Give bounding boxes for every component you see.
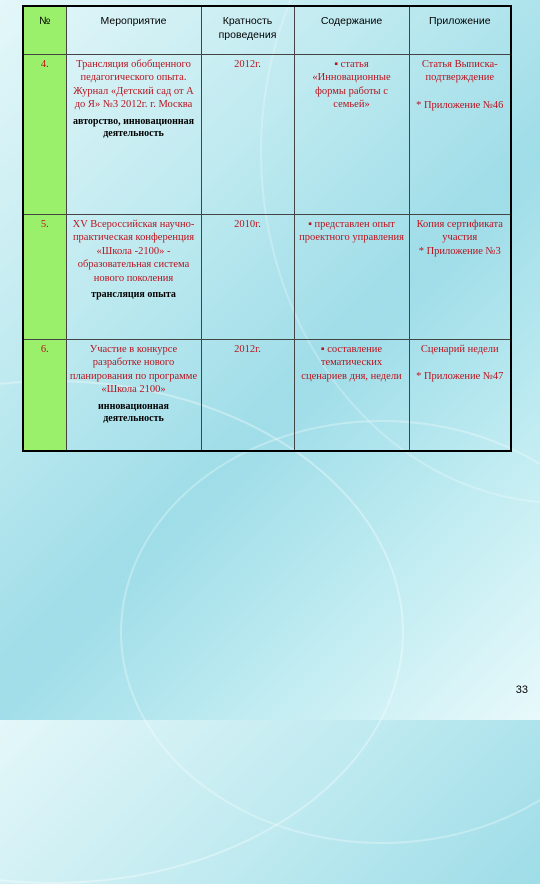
row-number: 6. — [23, 339, 66, 451]
attachment-text: Статья Выписка-подтверждение — [421, 58, 498, 83]
event-cell — [66, 339, 201, 451]
row-number: 4. — [23, 54, 66, 214]
table-row — [23, 339, 511, 451]
attachment-ref: * Приложение №46 — [416, 99, 504, 111]
content-cell: ▪ статья «Инновационные формы работы с семьей» — [294, 54, 409, 214]
table-row — [23, 54, 511, 214]
content-cell: ▪ составление тематических сценариев дня, недели — [294, 339, 409, 451]
event-text: Трансляция обобщенного педагогического опыта. Журнал «Детский сад от А до Я» №3 2012г. г. Москва — [73, 58, 194, 110]
header-frequency: Кратность проведения — [201, 6, 294, 54]
header-content: Содержание — [294, 6, 409, 54]
attachment-cell — [409, 339, 511, 451]
event-cell — [66, 54, 201, 214]
page-number: 33 — [515, 684, 528, 696]
event-text: XV Всероссийская научно-практическая конференция «Школа -2100» - образовательная система нового поколения — [72, 218, 195, 284]
attachment-ref: * Приложение №3 — [418, 245, 501, 257]
attachment-cell — [409, 54, 511, 214]
table-row — [23, 214, 511, 339]
content-cell: ▪ представлен опыт проектного управления — [294, 214, 409, 339]
attachment-text: Копия сертификата участия — [416, 218, 503, 243]
frequency-cell: 2012г. — [201, 339, 294, 451]
table-header-row — [23, 6, 511, 54]
attachment-cell — [409, 214, 511, 339]
event-tag: трансляция опыта — [91, 289, 176, 300]
header-attachment: Приложение — [409, 6, 511, 54]
activities-table — [22, 5, 512, 452]
event-tag: инновационная деятельность — [98, 400, 169, 424]
attachment-ref: * Приложение №47 — [416, 371, 504, 382]
attachment-text: Сценарий недели — [420, 343, 499, 355]
header-event: Мероприятие — [66, 6, 201, 54]
background-swirl — [0, 380, 404, 884]
event-text: Участие в конкурсе разработке нового планирования по программе «Школа 2100» — [69, 343, 198, 395]
event-tag: авторство, инновационная деятельность — [72, 115, 195, 139]
event-cell — [66, 214, 201, 339]
frequency-cell: 2012г. — [201, 54, 294, 214]
background-swirl — [120, 420, 540, 844]
frequency-cell: 2010г. — [201, 214, 294, 339]
header-number: № — [23, 6, 66, 54]
row-number: 5. — [23, 214, 66, 339]
